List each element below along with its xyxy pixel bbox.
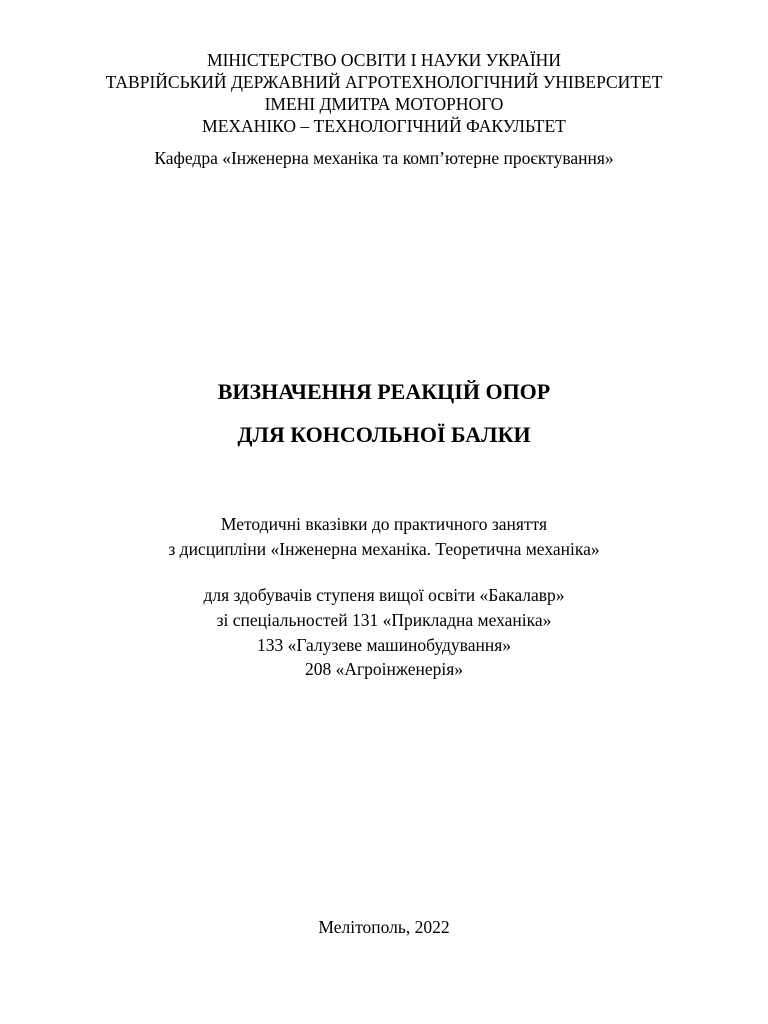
faculty-heading: МЕХАНІКО – ТЕХНОЛОГІЧНИЙ ФАКУЛЬТЕТ <box>202 116 566 136</box>
description-line-2: з дисципліни «Інженерна механіка. Теоретична механіка» <box>168 539 600 559</box>
document-title-line-2: ДЛЯ КОНСОЛЬНОЇ БАЛКИ <box>237 422 531 447</box>
ministry-heading: МІНІСТЕРСТВО ОСВІТИ І НАУКИ УКРАЇНИ <box>207 50 561 70</box>
document-title-line-1: ВИЗНАЧЕННЯ РЕАКЦІЙ ОПОР <box>217 379 551 404</box>
description-line-1: Методичні вказівки до практичного заняття <box>220 514 548 534</box>
university-named-after: ІМЕНІ ДМИТРА МОТОРНОГО <box>264 94 504 114</box>
audience-line-4: 208 «Агроінженерія» <box>304 659 464 679</box>
department-heading: Кафедра «Інженерна механіка та комп’ютерне проєктування» <box>154 148 614 168</box>
university-heading: ТАВРІЙСЬКИЙ ДЕРЖАВНИЙ АГРОТЕХНОЛОГІЧНИЙ УНІВЕРСИТЕТ <box>105 72 663 92</box>
audience-line-3: 133 «Галузеве машинобудування» <box>257 635 511 655</box>
audience-line-2: зі спеціальностей 131 «Прикладна механіка» <box>216 610 552 630</box>
audience-line-1: для здобувачів ступеня вищої освіти «Бакалавр» <box>203 585 565 605</box>
place-and-year: Мелітополь, 2022 <box>318 917 450 937</box>
